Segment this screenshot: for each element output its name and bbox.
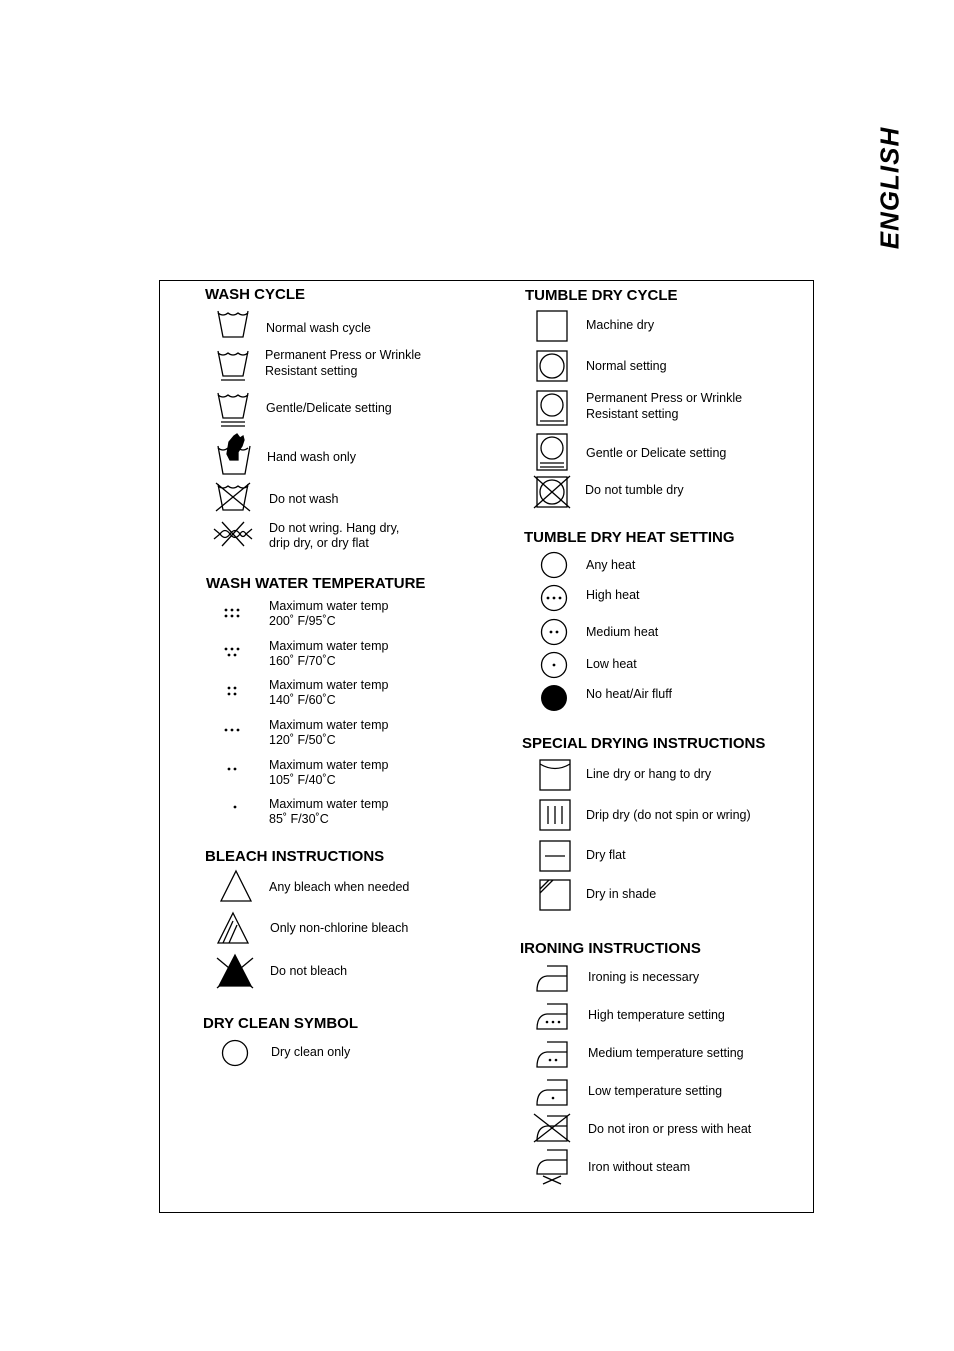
one-dot-icon — [222, 800, 242, 814]
temp-105-label: Maximum water temp — [269, 758, 389, 772]
hand-wash-label: Hand wash only — [267, 450, 356, 464]
high-heat-label: High heat — [586, 588, 640, 602]
square-circle-icon — [536, 350, 568, 382]
temp-200-value: 200˚ F/95˚C — [269, 614, 336, 628]
machine-dry-label: Machine dry — [586, 318, 655, 332]
dry-shade-icon — [539, 879, 571, 911]
iron-two-dots-icon — [535, 1038, 571, 1070]
wash-perm-press-label: Permanent Press or Wrinkle — [265, 348, 422, 362]
dry-flat-icon — [539, 840, 571, 872]
temp-85-value: 85˚ F/30˚C — [269, 812, 329, 826]
iron-medium-label: Medium temperature setting — [588, 1046, 744, 1060]
tumble-perm-press-label-2: Resistant setting — [586, 407, 679, 421]
non-chlorine-bleach-label: Only non-chlorine bleach — [270, 921, 409, 935]
do-not-wring-label-2: drip dry, or dry flat — [269, 536, 369, 550]
wash-perm-press-label-2: Resistant setting — [265, 364, 358, 378]
ironing-heading: IRONING INSTRUCTIONS — [520, 940, 701, 957]
temp-85-label: Maximum water temp — [269, 797, 389, 811]
dry-shade-label: Dry in shade — [586, 887, 657, 901]
triangle-icon — [219, 869, 253, 903]
four-dots-icon — [222, 684, 242, 698]
two-dots-icon — [222, 762, 242, 776]
striped-triangle-icon — [216, 911, 250, 945]
three-dots-icon — [222, 723, 242, 737]
do-not-wring-icon — [212, 521, 254, 547]
wash-gentle-label: Gentle/Delicate setting — [266, 401, 392, 415]
temp-200-label: Maximum water temp — [269, 599, 389, 613]
do-not-wash-icon — [214, 482, 252, 512]
wash-cycle-heading: WASH CYCLE — [205, 286, 306, 303]
bleach-heading: BLEACH INSTRUCTIONS — [205, 848, 385, 865]
normal-setting-label: Normal setting — [586, 359, 667, 373]
drip-dry-label: Drip dry (do not spin or wring) — [586, 808, 751, 822]
iron-low-label: Low temperature setting — [588, 1084, 723, 1098]
line-dry-icon — [539, 759, 571, 791]
temp-120-value: 120˚ F/50˚C — [269, 733, 336, 747]
hand-wash-icon — [216, 432, 252, 476]
wash-normal-label: Normal wash cycle — [266, 321, 371, 335]
no-heat-label: No heat/Air fluff — [586, 687, 672, 701]
iron-high-label: High temperature setting — [588, 1008, 725, 1022]
tumble-gentle-label: Gentle or Delicate setting — [586, 446, 727, 460]
temp-140-label: Maximum water temp — [269, 678, 389, 692]
five-dots-icon — [222, 645, 242, 659]
do-not-bleach-label: Do not bleach — [270, 964, 348, 978]
drip-dry-icon — [539, 799, 571, 831]
crossed-triangle-icon — [215, 952, 255, 990]
square-circle-one-bar-icon — [536, 390, 568, 426]
circle-icon — [221, 1039, 249, 1067]
low-heat-label: Low heat — [586, 657, 637, 671]
temp-120-label: Maximum water temp — [269, 718, 389, 732]
washtub-two-bars-icon — [216, 391, 250, 429]
temp-160-value: 160˚ F/70˚C — [269, 654, 336, 668]
any-heat-label: Any heat — [586, 558, 636, 572]
circle-two-dots-icon — [540, 618, 568, 646]
tumble-cycle-heading: TUMBLE DRY CYCLE — [525, 287, 678, 304]
language-tab — [870, 118, 910, 258]
medium-heat-label: Medium heat — [586, 625, 659, 639]
square-icon — [536, 310, 568, 342]
language-label: ENGLISH — [874, 126, 905, 250]
circle-one-dot-icon — [540, 651, 568, 679]
tumble-perm-press-label: Permanent Press or Wrinkle — [586, 391, 743, 405]
any-bleach-label: Any bleach when needed — [269, 880, 410, 894]
do-not-wring-label: Do not wring. Hang dry, — [269, 521, 400, 535]
washtub-one-bar-icon — [216, 349, 250, 383]
do-not-wash-label: Do not wash — [269, 492, 339, 506]
line-dry-label: Line dry or hang to dry — [586, 767, 712, 781]
ironing-necessary-label: Ironing is necessary — [588, 970, 700, 984]
iron-one-dot-icon — [535, 1076, 571, 1108]
temp-140-value: 140˚ F/60˚C — [269, 693, 336, 707]
iron-no-steam-icon — [535, 1148, 571, 1186]
crossed-square-circle-icon — [533, 475, 571, 509]
temp-160-label: Maximum water temp — [269, 639, 389, 653]
iron-three-dots-icon — [535, 1000, 571, 1032]
tumble-heat-heading: TUMBLE DRY HEAT SETTING — [524, 529, 735, 546]
wash-temp-heading: WASH WATER TEMPERATURE — [206, 575, 426, 592]
washtub-icon — [216, 309, 250, 339]
dry-clean-heading: DRY CLEAN SYMBOL — [203, 1015, 359, 1032]
do-not-tumble-label: Do not tumble dry — [585, 483, 684, 497]
do-not-iron-label: Do not iron or press with heat — [588, 1122, 752, 1136]
crossed-iron-icon — [532, 1112, 572, 1144]
six-dots-icon — [222, 606, 242, 620]
iron-icon — [535, 962, 571, 994]
dry-flat-label: Dry flat — [586, 848, 626, 862]
square-circle-two-bars-icon — [536, 433, 568, 471]
iron-no-steam-label: Iron without steam — [588, 1160, 691, 1174]
circle-three-dots-icon — [540, 584, 568, 612]
filled-circle-icon — [540, 684, 568, 712]
empty-circle-icon — [540, 551, 568, 579]
special-drying-heading: SPECIAL DRYING INSTRUCTIONS — [522, 735, 766, 752]
temp-105-value: 105˚ F/40˚C — [269, 773, 336, 787]
dry-clean-label: Dry clean only — [271, 1045, 351, 1059]
